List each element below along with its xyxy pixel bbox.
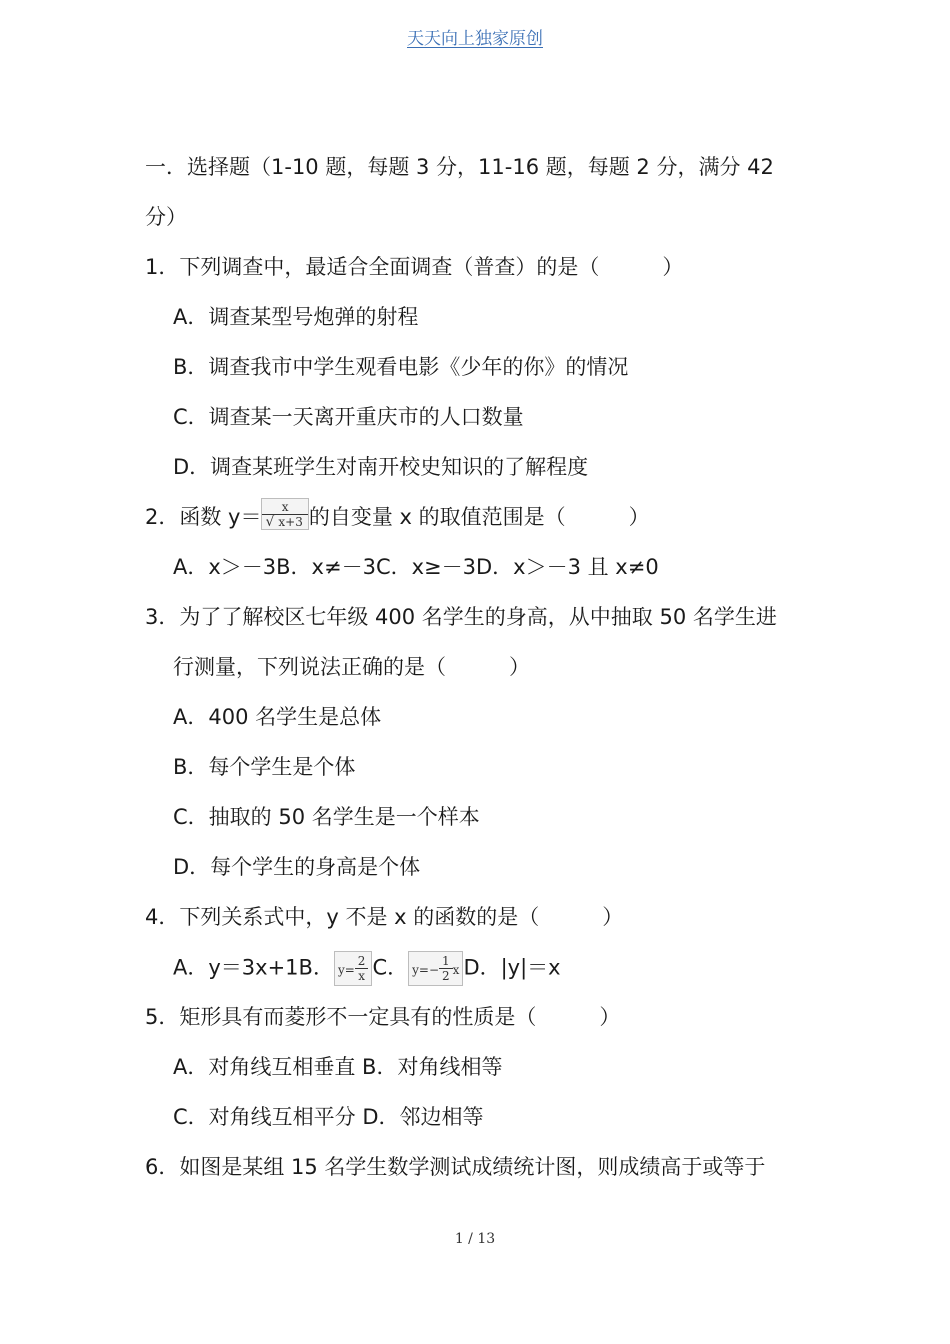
formula-denominator: x+3 xyxy=(278,515,303,529)
question-1-option-d: D．调查某班学生对南开校史知识的了解程度 xyxy=(173,455,589,479)
question-4-option-a: A．y＝3x+1B． xyxy=(173,955,334,980)
question-1-option-b: B．调查我市中学生观看电影《少年的你》的情况 xyxy=(173,355,629,379)
question-2-prefix: 2．函数 y＝ xyxy=(145,505,262,529)
question-5-options-cd: C．对角线互相平分 D．邻边相等 xyxy=(173,1105,484,1129)
question-3-option-d: D．每个学生的身高是个体 xyxy=(173,855,421,879)
formula-numerator: x xyxy=(281,500,289,514)
header-title[interactable]: 天天向上独家原创 xyxy=(407,29,543,49)
question-3-option-b: B．每个学生是个体 xyxy=(173,755,356,779)
question-4-options xyxy=(173,951,561,986)
question-4-option-c-label: C． xyxy=(372,955,409,980)
formula-sqrt-fraction xyxy=(261,498,308,530)
section-title-cont: 分） xyxy=(145,205,187,229)
question-3-option-c: C．抽取的 50 名学生是一个样本 xyxy=(173,805,480,829)
question-6-stem: 6．如图是某组 15 名学生数学测试成绩统计图，则成绩高于或等于 xyxy=(145,1155,766,1179)
question-1-stem: 1．下列调查中，最适合全面调查（普查）的是（ ） xyxy=(145,255,684,279)
question-1-option-c: C．调查某一天离开重庆市的人口数量 xyxy=(173,405,524,429)
page-number: 1 / 13 xyxy=(454,1231,496,1247)
page-header xyxy=(0,24,950,49)
sqrt-icon: √ xyxy=(265,514,275,530)
formula-b: y= $\frac{2}{x}$ xyxy=(334,951,372,986)
question-2-suffix: 的自变量 x 的取值范围是（ ） xyxy=(308,505,650,529)
question-2-options: A．x＞－3B．x≠－3C．x≥－3D．x＞－3 且 x≠0 xyxy=(173,555,659,579)
question-3-stem-cont: 行测量，下列说法正确的是（ ） xyxy=(173,655,530,679)
formula-c: y=− $\frac{1}{2}$ x xyxy=(408,951,463,986)
question-5-stem: 5．矩形具有而菱形不一定具有的性质是（ ） xyxy=(145,1005,621,1029)
question-3-stem: 3．为了了解校区七年级 400 名学生的身高，从中抽取 50 名学生进 xyxy=(145,605,777,629)
question-1-option-a: A．调查某型号炮弹的射程 xyxy=(173,305,419,329)
section-title: 一．选择题（1-10 题，每题 3 分，11-16 题，每题 2 分，满分 42 xyxy=(145,155,774,179)
question-2-stem xyxy=(145,500,650,531)
question-4-option-d: D．|y|＝x xyxy=(463,955,561,980)
question-4-stem: 4．下列关系式中，y 不是 x 的函数的是（ ） xyxy=(145,905,624,929)
question-5-options-ab: A．对角线互相垂直 B．对角线相等 xyxy=(173,1055,503,1079)
question-3-option-a: A．400 名学生是总体 xyxy=(173,705,382,729)
